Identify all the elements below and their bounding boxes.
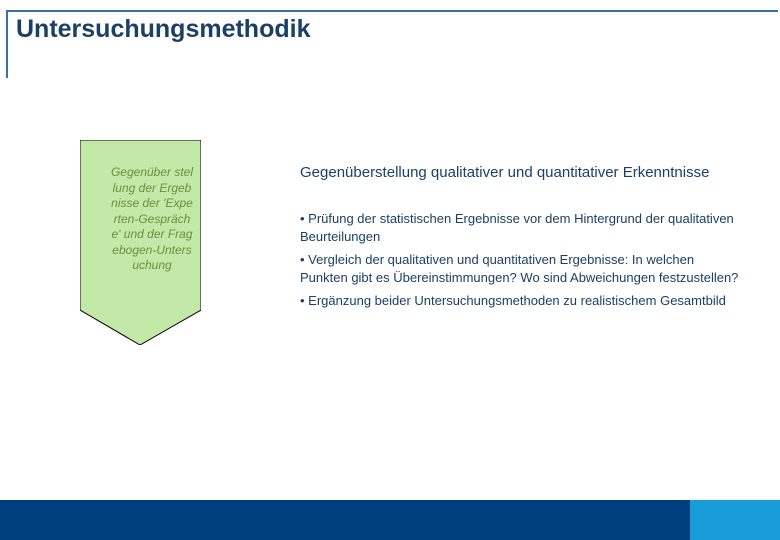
footer-bar	[0, 500, 780, 540]
bullet-item: • Prüfung der statistischen Ergebnisse vor dem Hintergrund der qualitativen Beurteilungen	[300, 211, 734, 244]
slide-title: Untersuchungsmethodik	[16, 15, 311, 43]
bullet-list	[300, 210, 740, 316]
chevron-text: Gegenüber stellung der Ergebnisse der 'Experten-Gespräche' und der Fragebogen-Untersuchung	[110, 165, 194, 272]
title-rule-vertical	[6, 10, 8, 78]
bullet-item: • Vergleich der qualitativen und quantitativen Ergebnisse: In welchen Punkten gibt es Übereinstimmungen? Wo sind Abweichungen festzustellen?	[300, 252, 739, 285]
bullet-item: • Ergänzung beider Untersuchungsmethoden zu realistischem Gesamtbild	[300, 293, 726, 308]
content-heading: Gegenüberstellung qualitativer und quantitativer Erkenntnisse	[300, 164, 710, 181]
title-rule-horizontal	[6, 10, 778, 12]
footer-accent	[690, 500, 780, 540]
